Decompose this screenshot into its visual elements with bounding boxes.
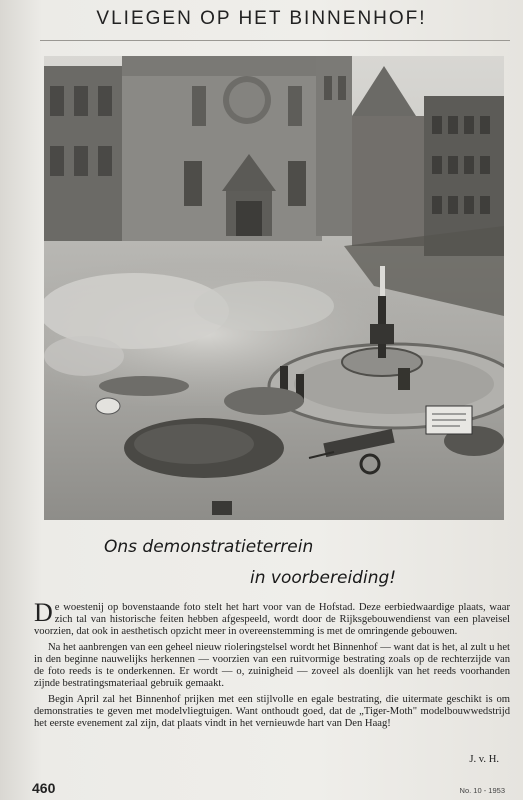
drop-cap: D <box>34 598 53 627</box>
subtitle-line-1: Ons demonstratieterrein <box>104 537 314 557</box>
title-rule <box>40 40 510 41</box>
issue-label: No. 10 - 1953 <box>459 786 505 795</box>
article-body <box>34 598 510 734</box>
article-paragraph-2: Na het aanbrengen van een geheel nieuw rioleringstelsel wordt het Binnenhof — want dat is het, al zult u het in den beginne nauwelijks herkennen — voorzien van een ruitvormige bestrating zoals op de rechterzijde van de foto reeds is te onderkennen. Er wordt — o, zuinigheid — zoveel als doenlijk van het reeds voorhanden zijnde bestratingsmateriaal gebruik gemaakt. <box>34 642 510 689</box>
paragraph-1-text: e woestenij op bovenstaande foto stelt het hart voor van de Hofstad. Deze eerbiedwaardige plaats, waar zich tal van historische feiten hebben afgespeeld, wordt door de Rijksgebouwendienst van een plaveisel voorzien, dat ook in aesthetisch opzicht meer in overeenstemming is met de omringende gebouwen. <box>34 602 510 637</box>
page-title: VLIEGEN OP HET BINNENHOF! <box>96 8 427 29</box>
binnenhof-photo <box>44 56 504 520</box>
author-signature: J. v. H. <box>469 754 499 765</box>
article-paragraph-1 <box>34 598 510 638</box>
page-number: 460 <box>32 780 56 796</box>
article-paragraph-3: Begin April zal het Binnenhof prijken met een stijlvolle en egale bestrating, die uitermate geschikt is om demonstraties te geven met modelvliegtuigen. Want onthoudt goed, dat de „Tiger-Moth" modelbouwwedstrijd het eerste evenement zal zijn, dat plaats vindt in het vernieuwde hart van Den Haag! <box>34 694 510 729</box>
subtitle-line-2: in voorbereiding! <box>250 568 397 588</box>
